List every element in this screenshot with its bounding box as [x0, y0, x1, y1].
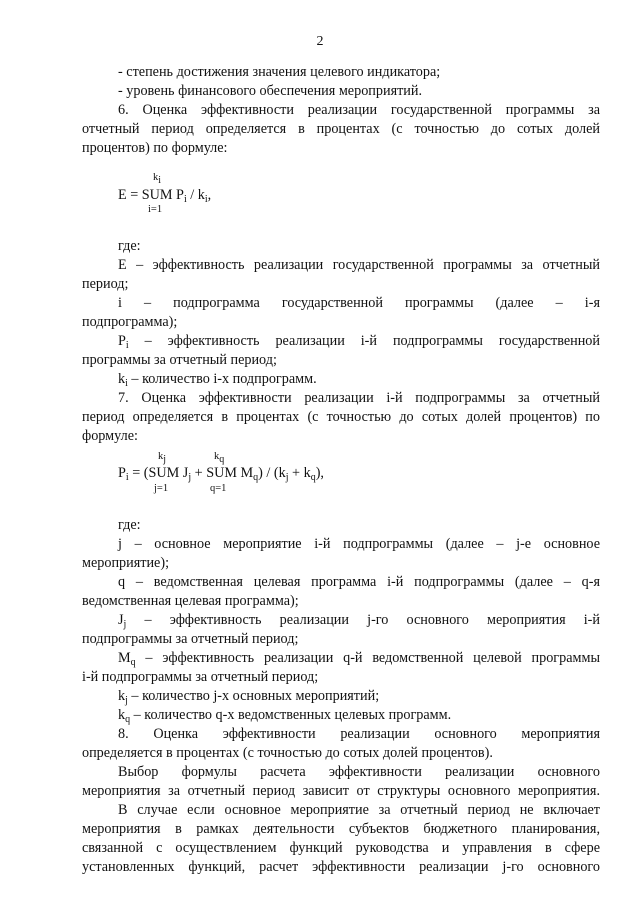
- definition-q-line-2: ведомственная целевая программа);: [82, 593, 299, 609]
- formula-1-upper-limit: $k_i$: [153, 172, 162, 186]
- paragraph-6-line-3: процентов) по формуле:: [82, 140, 228, 156]
- page-number: 2: [316, 34, 324, 49]
- definition-E-line-2: период;: [82, 276, 129, 292]
- paragraph-8-line-2: определяется в процентах (с точностью до сотых долей процентов).: [82, 745, 493, 761]
- definition-ki: $k_i$ – количество i-х подпрограмм.: [118, 371, 317, 389]
- definition-j-line-2: мероприятие);: [82, 555, 170, 571]
- paragraph-7-line-3: формуле:: [82, 428, 138, 444]
- formula-2-lower-limit-q: q=1: [210, 483, 227, 494]
- definition-Jj-line-2: подпрограммы за отчетный период;: [82, 631, 299, 647]
- formula-2-upper-limit-q: $k_q$: [214, 451, 225, 465]
- paragraph-6-line-2: отчетный период определяется в процентах (с точностью до сотых долей: [82, 121, 600, 137]
- paragraph-10-line-4: установленных функций, расчет эффективности реализации j-го основного: [82, 859, 600, 875]
- definition-Jj-line-1: $J_j$ – эффективность реализации j-го основного мероприятия i-й: [118, 612, 600, 630]
- formula-2: $P_i = (SUM$ $J_j$ + SUM $M_q) / (k_j + k_q)$,: [118, 465, 324, 483]
- paragraph-10-line-3: связанной с осуществлением функций руководства и управления в сфере: [82, 840, 600, 856]
- paragraph-9-line-2: мероприятия за отчетный период зависит от структуры основного мероприятия.: [82, 783, 600, 799]
- paragraph-7-line-2: период определяется в процентах (с точностью до сотых долей процентов) по: [82, 409, 600, 425]
- formula-1: E = SUM $P_i / k_i$,: [118, 187, 212, 205]
- definition-kq: $k_q$ – количество q-х ведомственных целевых программ.: [118, 707, 452, 725]
- paragraph-10-line-2: мероприятия в рамках деятельности субъектов бюджетного планирования,: [82, 821, 600, 837]
- bullet-target-indicator: - степень достижения значения целевого индикатора;: [118, 64, 441, 80]
- paragraph-6-line-1: 6. Оценка эффективности реализации государственной программы за: [118, 102, 600, 118]
- definition-j-line-1: j – основное мероприятие i-й подпрограммы (далее – j-е основное: [118, 536, 600, 552]
- definition-kj: $k_j$ – количество j-х основных мероприятий;: [118, 688, 380, 706]
- definition-i-line-2: подпрограмма);: [82, 314, 178, 330]
- paragraph-10-line-1: В случае если основное мероприятие за отчетный период не включает: [118, 802, 600, 818]
- formula-1-lower-limit: i=1: [148, 204, 163, 215]
- formula-2-lower-limit-j: j=1: [154, 483, 169, 494]
- bullet-financing-level: - уровень финансового обеспечения мероприятий.: [118, 83, 423, 99]
- definition-E-line-1: E – эффективность реализации государственной программы за отчетный: [118, 257, 600, 273]
- definition-Pi-line-2: программы за отчетный период;: [82, 352, 277, 368]
- definition-i-line-1: i – подпрограмма государственной программы (далее – i-я: [118, 295, 600, 311]
- paragraph-8-line-1: 8. Оценка эффективности реализации основного мероприятия: [118, 726, 600, 742]
- paragraph-9-line-1: Выбор формулы расчета эффективности реализации основного: [118, 764, 600, 780]
- definition-q-line-1: q – ведомственная целевая программа i-й подпрограммы (далее – q-я: [118, 574, 600, 590]
- definition-Pi-line-1: $P_i$ – эффективность реализации i-й подпрограммы государственной: [118, 333, 600, 351]
- formula-2-upper-limit-j: $k_j$: [158, 451, 167, 465]
- definition-Mq-line-2: i-й подпрограммы за отчетный период;: [82, 669, 319, 685]
- definition-Mq-line-1: $M_q$ – эффективность реализации q-й ведомственной целевой программы: [118, 650, 600, 668]
- where-label-1: где:: [118, 238, 141, 254]
- paragraph-7-line-1: 7. Оценка эффективности реализации i-й подпрограммы за отчетный: [118, 390, 600, 406]
- where-label-2: где:: [118, 517, 141, 533]
